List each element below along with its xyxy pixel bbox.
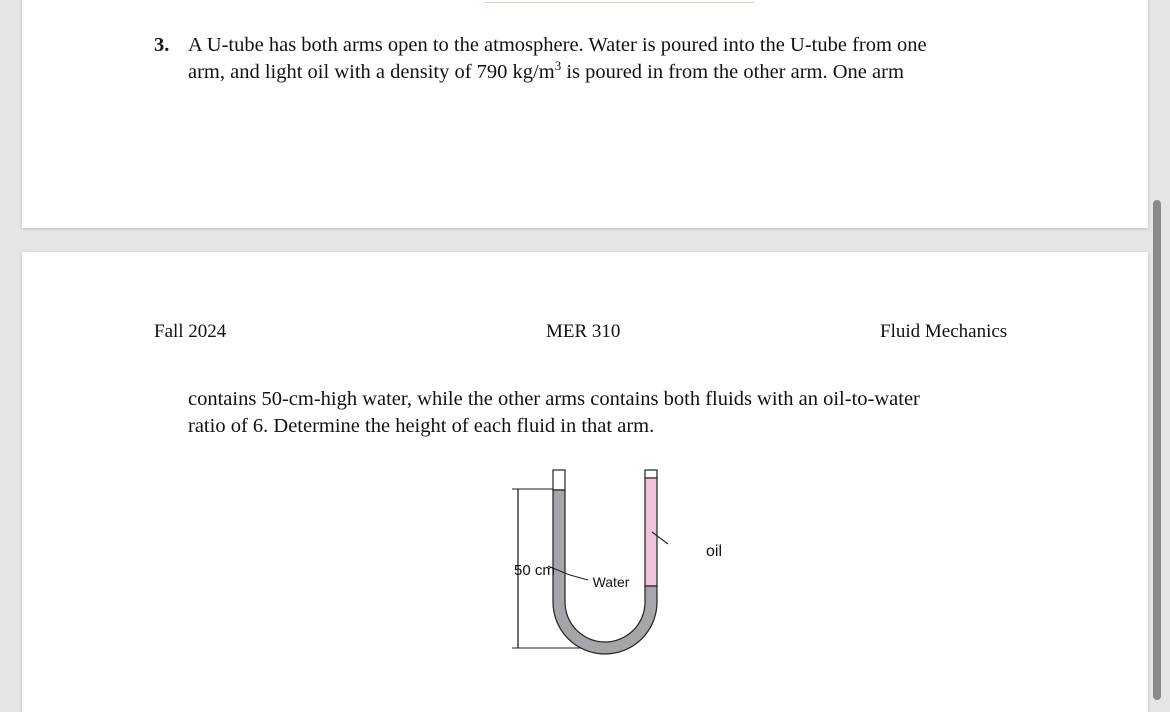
water-column [553, 490, 657, 654]
problem-line-2-end: is poured in from the other arm. One arm [561, 61, 904, 83]
vertical-scrollbar[interactable] [1153, 200, 1161, 700]
page-top-edge [484, 0, 754, 3]
document-page-2 [22, 252, 1148, 712]
u-tube-figure [482, 462, 742, 682]
left-arm-top [553, 470, 565, 490]
document-page-1 [22, 0, 1148, 228]
problem-number: 3. [154, 34, 170, 56]
problem-3-text [154, 32, 1034, 86]
u-tube-diagram [482, 462, 742, 682]
superscript-3: 3 [554, 58, 562, 74]
height-label: 50 cm [514, 562, 555, 579]
problem-3-continued [188, 386, 1068, 440]
continued-line-2: ratio of 6. Determine the height of each fluid in that arm. [188, 415, 655, 437]
header-course: MER 310 [546, 321, 621, 342]
header-semester: Fall 2024 [154, 321, 227, 342]
continued-line-1: contains 50-cm-high water, while the other arms contains both fluids with an oil-to-water [188, 388, 920, 410]
header-subject: Fluid Mechanics [880, 321, 1008, 342]
right-arm-top [645, 470, 657, 478]
problem-line-2 [188, 59, 1034, 86]
problem-line-1: A U-tube has both arms open to the atmosphere. Water is poured into the U-tube from one [188, 34, 927, 56]
oil-column [645, 478, 657, 586]
oil-label: oil [706, 543, 723, 560]
water-label: Water [592, 574, 630, 590]
problem-line-2-start: arm, and light oil with a density of 790 kg/m [188, 61, 555, 83]
